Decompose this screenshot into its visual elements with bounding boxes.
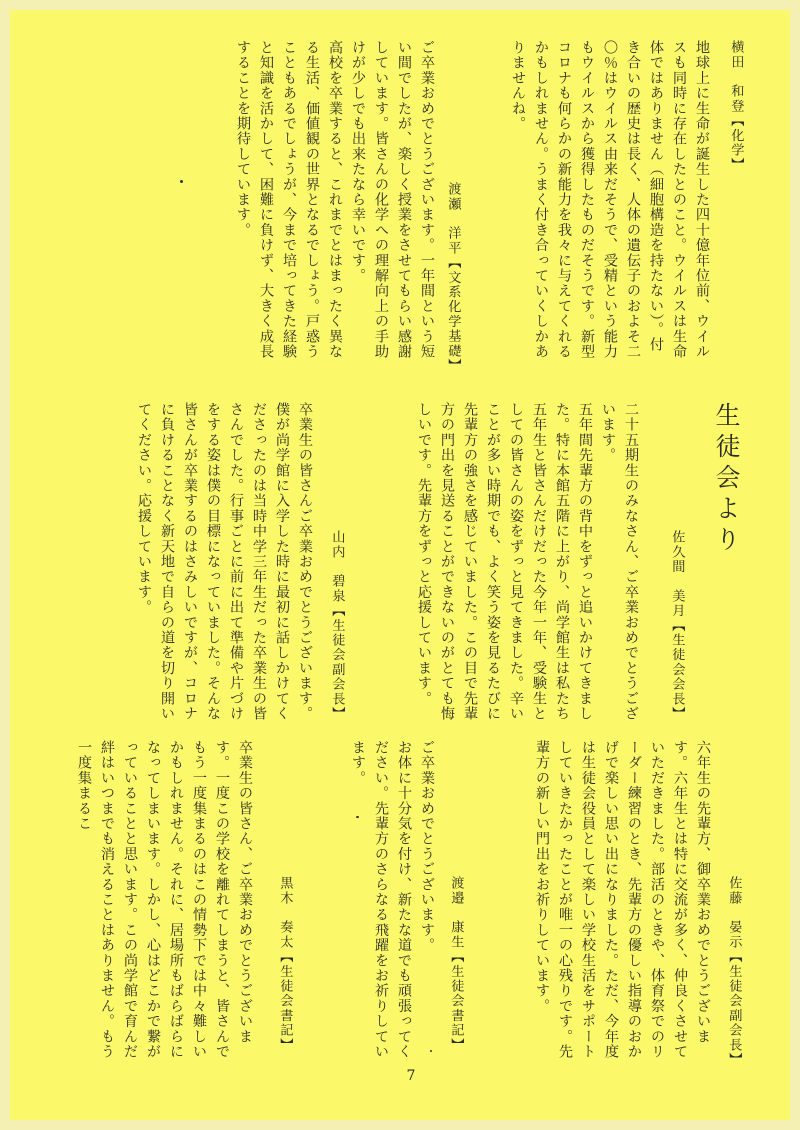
author-yokota: 横田 和登【化学】 <box>728 40 744 173</box>
scan-speck <box>430 1050 432 1052</box>
section-title: 生徒会より <box>712 402 741 557</box>
message-sakuma: 二十五期生のみなさん、ご卒業おめでとうございます。 五年間先輩方の背中をずっと追いかけてきました。特に本館五階に上がり、尚学館生は私たち五年生と皆さんだけだった今年一年、受験生としての皆さんの姿をずっと見てきました。辛いことが多い時期でも、よく笑う姿を見るたびに先輩方の強さを感じていました。この目で先輩方の門出を見送ることができないのがとても悔しいです。先輩方をずっと応援しています。 <box>416 402 639 722</box>
message-sato: 六年生の先輩方、御卒業おめでとうございます。六年生とは特に交流が多く、仲良くさせていただきました。部活のときや、体育祭でのリーダー練習のとき、先輩方の優しい指導のおかげで楽しい思い出になりました。ただ、今年度は生徒会役員として楽しい学校生活をサポートしていきたかったことが唯一の心残りです。先輩方の新しい門出をお祈りしています。 <box>534 740 711 1060</box>
message-watase: ご卒業おめでとうございます。一年間という短い間でしたが、楽しく授業をさせてもらい感謝しています。皆さんの化学への理解向上の手助けが少しでも出来たなら幸いです。 高校を卒業すると、これまでとはまったく異なる生活、価値観の世界となるでしょう。戸惑うこともあるでしょうが、今まで培ってきた経験と知識を活かして、困難に負けず、大きく成長することを期待しています。 <box>235 40 435 360</box>
message-yokota: 地球上に生命が誕生した四十億年位前、ウイルスも同時に存在したとのこと。ウイルスは生命体ではありません（細胞構造を持たない）。付き合いの歴史は長く、人体の遺伝子のおよそ二〇％はウイルス由来だそうで、受精という能力もウイルスから獲得したものだそうです。新型コロナも何らかの新能力を我々に与えてくれるかもしれません。うまく付き合っていくしかありませんね。 <box>510 40 710 360</box>
message-kuroki: 卒業生の皆さん、ご卒業おめでとうございます。一度この学校を離れてしまうと、皆さんでもう一度集まるのはこの情勢下では中々難しいかもしれません。それに、居場所もばらばらになってしまいます。しかし、心はどこかで繋がっていることと思います。この尚学館で育んだ絆はいつまでも消えることはありません。もう一度集まるこ <box>76 740 253 1060</box>
author-watanabe: 渡邉 康生【生徒会書記】 <box>448 876 464 1053</box>
page-number: 7 <box>406 1068 416 1084</box>
newsletter-page <box>10 10 790 1120</box>
scan-speck <box>356 816 359 818</box>
author-sato: 佐藤 晏示【生徒会副会長】 <box>726 876 742 1068</box>
scan-speck <box>180 180 183 183</box>
message-watanabe: ご卒業おめでとうございます。 お体に十分気を付け、新たな道でも頑張ってください。先輩方のさらなる飛躍をお祈りしています。 <box>350 740 435 1060</box>
author-watase: 渡瀬 洋平【文系化学基礎】 <box>445 182 461 374</box>
author-sakuma: 佐久間 美月【生徒会会長】 <box>669 530 685 722</box>
author-yamauchi: 山内 碧泉【生徒会副会長】 <box>329 530 345 722</box>
message-yamauchi: 卒業生の皆さんご卒業おめでとうございます。 僕が尚学館に入学した時に最初に話しかけてくださったのは当時中学三年生だった卒業生の皆さんでした。行事ごとに前に出て準備や片づけをする姿は僕の目標になっていました。そんな皆さんが卒業するのはさみしいですが、コロナに負けることなく新天地で自らの道を切り開いてください。応援しています。 <box>136 402 313 722</box>
author-kuroki: 黒木 奏太【生徒会書記】 <box>277 876 293 1053</box>
